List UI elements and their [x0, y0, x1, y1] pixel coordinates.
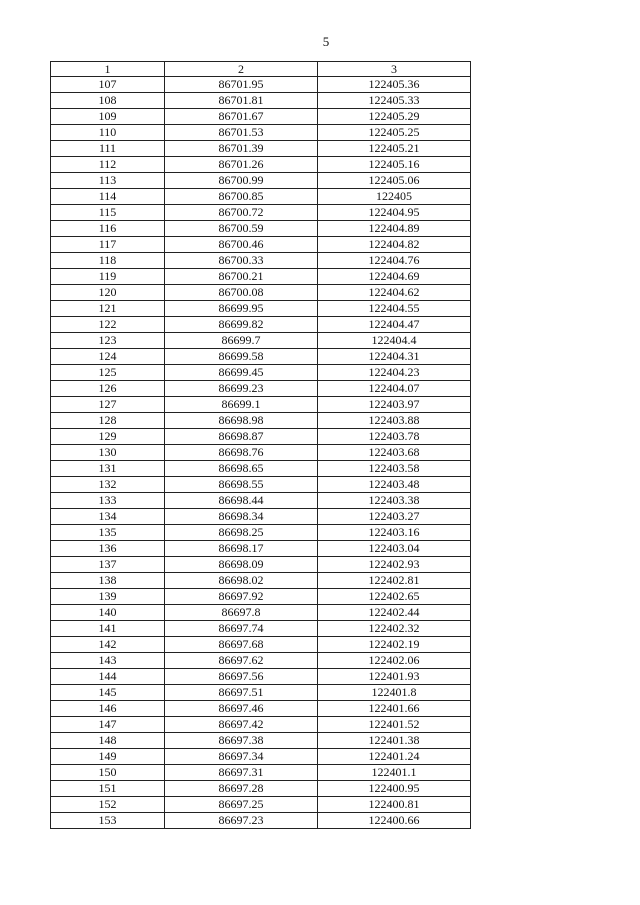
y-coordinate-cell: 122405.06 — [318, 173, 471, 189]
y-coordinate-cell: 122404.89 — [318, 221, 471, 237]
table-row — [51, 125, 471, 141]
x-coordinate-cell: 86697.46 — [165, 701, 318, 717]
y-coordinate-cell: 122403.78 — [318, 429, 471, 445]
y-coordinate-cell: 122405.33 — [318, 93, 471, 109]
point-number-cell: 145 — [51, 685, 165, 701]
table-row — [51, 493, 471, 509]
x-coordinate-cell: 86697.23 — [165, 813, 318, 829]
y-coordinate-cell: 122405.21 — [318, 141, 471, 157]
x-coordinate-cell: 86698.09 — [165, 557, 318, 573]
point-number-cell: 134 — [51, 509, 165, 525]
table-row — [51, 269, 471, 285]
table-row — [51, 509, 471, 525]
table-row — [51, 589, 471, 605]
x-coordinate-cell: 86700.33 — [165, 253, 318, 269]
table-row — [51, 285, 471, 301]
y-coordinate-cell: 122404.4 — [318, 333, 471, 349]
point-number-cell: 108 — [51, 93, 165, 109]
table-row — [51, 381, 471, 397]
y-coordinate-cell: 122402.93 — [318, 557, 471, 573]
x-coordinate-cell: 86699.7 — [165, 333, 318, 349]
x-coordinate-cell: 86697.74 — [165, 621, 318, 637]
point-number-cell: 123 — [51, 333, 165, 349]
table-row — [51, 109, 471, 125]
table-row — [51, 173, 471, 189]
table-row — [51, 573, 471, 589]
point-number-cell: 149 — [51, 749, 165, 765]
y-coordinate-cell: 122400.81 — [318, 797, 471, 813]
table-row — [51, 333, 471, 349]
table-row — [51, 253, 471, 269]
table-row — [51, 477, 471, 493]
x-coordinate-cell: 86700.46 — [165, 237, 318, 253]
x-coordinate-cell: 86698.76 — [165, 445, 318, 461]
y-coordinate-cell: 122404.76 — [318, 253, 471, 269]
y-coordinate-cell: 122403.97 — [318, 397, 471, 413]
x-coordinate-cell: 86699.82 — [165, 317, 318, 333]
point-number-cell: 118 — [51, 253, 165, 269]
y-coordinate-cell: 122401.38 — [318, 733, 471, 749]
y-coordinate-cell: 122401.24 — [318, 749, 471, 765]
column-header-1: 1 — [51, 62, 165, 77]
y-coordinate-cell: 122404.55 — [318, 301, 471, 317]
point-number-cell: 119 — [51, 269, 165, 285]
table-row — [51, 141, 471, 157]
x-coordinate-cell: 86697.38 — [165, 733, 318, 749]
point-number-cell: 132 — [51, 477, 165, 493]
y-coordinate-cell: 122405.16 — [318, 157, 471, 173]
point-number-cell: 138 — [51, 573, 165, 589]
y-coordinate-cell: 122402.65 — [318, 589, 471, 605]
point-number-cell: 148 — [51, 733, 165, 749]
y-coordinate-cell: 122405 — [318, 189, 471, 205]
x-coordinate-cell: 86697.92 — [165, 589, 318, 605]
x-coordinate-cell: 86697.68 — [165, 637, 318, 653]
table-row — [51, 237, 471, 253]
y-coordinate-cell: 122401.66 — [318, 701, 471, 717]
point-number-cell: 122 — [51, 317, 165, 333]
table-row — [51, 733, 471, 749]
table-row — [51, 221, 471, 237]
y-coordinate-cell: 122404.62 — [318, 285, 471, 301]
y-coordinate-cell: 122401.1 — [318, 765, 471, 781]
point-number-cell: 113 — [51, 173, 165, 189]
x-coordinate-cell: 86699.1 — [165, 397, 318, 413]
point-number-cell: 141 — [51, 621, 165, 637]
y-coordinate-cell: 122404.23 — [318, 365, 471, 381]
table-row — [51, 429, 471, 445]
table-row — [51, 701, 471, 717]
table-row — [51, 413, 471, 429]
column-header-3: 3 — [318, 62, 471, 77]
point-number-cell: 150 — [51, 765, 165, 781]
x-coordinate-cell: 86701.53 — [165, 125, 318, 141]
table-row — [51, 653, 471, 669]
x-coordinate-cell: 86697.25 — [165, 797, 318, 813]
y-coordinate-cell: 122404.31 — [318, 349, 471, 365]
x-coordinate-cell: 86698.98 — [165, 413, 318, 429]
point-number-cell: 153 — [51, 813, 165, 829]
table-row — [51, 621, 471, 637]
x-coordinate-cell: 86697.62 — [165, 653, 318, 669]
x-coordinate-cell: 86698.44 — [165, 493, 318, 509]
table-row — [51, 349, 471, 365]
y-coordinate-cell: 122402.19 — [318, 637, 471, 653]
point-number-cell: 131 — [51, 461, 165, 477]
y-coordinate-cell: 122403.38 — [318, 493, 471, 509]
table-row — [51, 93, 471, 109]
point-number-cell: 121 — [51, 301, 165, 317]
x-coordinate-cell: 86700.08 — [165, 285, 318, 301]
x-coordinate-cell: 86700.99 — [165, 173, 318, 189]
table-row — [51, 797, 471, 813]
header-row — [51, 62, 471, 77]
table-row — [51, 77, 471, 93]
table-row — [51, 685, 471, 701]
point-number-cell: 124 — [51, 349, 165, 365]
table-row — [51, 317, 471, 333]
point-number-cell: 143 — [51, 653, 165, 669]
x-coordinate-cell: 86698.65 — [165, 461, 318, 477]
point-number-cell: 107 — [51, 77, 165, 93]
table-row — [51, 205, 471, 221]
table-row — [51, 301, 471, 317]
table-row — [51, 669, 471, 685]
x-coordinate-cell: 86700.85 — [165, 189, 318, 205]
x-coordinate-cell: 86698.87 — [165, 429, 318, 445]
x-coordinate-cell: 86700.59 — [165, 221, 318, 237]
y-coordinate-cell: 122403.04 — [318, 541, 471, 557]
point-number-cell: 117 — [51, 237, 165, 253]
point-number-cell: 127 — [51, 397, 165, 413]
x-coordinate-cell: 86698.02 — [165, 573, 318, 589]
x-coordinate-cell: 86697.51 — [165, 685, 318, 701]
table-row — [51, 397, 471, 413]
point-number-cell: 140 — [51, 605, 165, 621]
point-number-cell: 115 — [51, 205, 165, 221]
y-coordinate-cell: 122404.82 — [318, 237, 471, 253]
x-coordinate-cell: 86697.8 — [165, 605, 318, 621]
point-number-cell: 125 — [51, 365, 165, 381]
x-coordinate-cell: 86701.95 — [165, 77, 318, 93]
x-coordinate-cell: 86701.39 — [165, 141, 318, 157]
point-number-cell: 126 — [51, 381, 165, 397]
point-number-cell: 116 — [51, 221, 165, 237]
y-coordinate-cell: 122402.81 — [318, 573, 471, 589]
page-number: 5 — [322, 34, 330, 49]
x-coordinate-cell: 86697.28 — [165, 781, 318, 797]
x-coordinate-cell: 86698.17 — [165, 541, 318, 557]
y-coordinate-cell: 122402.44 — [318, 605, 471, 621]
table-row — [51, 781, 471, 797]
point-number-cell: 151 — [51, 781, 165, 797]
y-coordinate-cell: 122401.93 — [318, 669, 471, 685]
point-number-cell: 136 — [51, 541, 165, 557]
y-coordinate-cell: 122400.66 — [318, 813, 471, 829]
coordinates-table — [50, 61, 471, 829]
table-row — [51, 365, 471, 381]
table-header — [51, 62, 471, 77]
x-coordinate-cell: 86701.26 — [165, 157, 318, 173]
table-row — [51, 813, 471, 829]
table-row — [51, 557, 471, 573]
point-number-cell: 152 — [51, 797, 165, 813]
x-coordinate-cell: 86698.55 — [165, 477, 318, 493]
y-coordinate-cell: 122403.58 — [318, 461, 471, 477]
table-row — [51, 637, 471, 653]
point-number-cell: 142 — [51, 637, 165, 653]
x-coordinate-cell: 86699.45 — [165, 365, 318, 381]
y-coordinate-cell: 122401.8 — [318, 685, 471, 701]
y-coordinate-cell: 122405.36 — [318, 77, 471, 93]
x-coordinate-cell: 86700.72 — [165, 205, 318, 221]
x-coordinate-cell: 86698.25 — [165, 525, 318, 541]
table-row — [51, 749, 471, 765]
x-coordinate-cell: 86697.31 — [165, 765, 318, 781]
y-coordinate-cell: 122403.68 — [318, 445, 471, 461]
table-row — [51, 717, 471, 733]
y-coordinate-cell: 122405.25 — [318, 125, 471, 141]
x-coordinate-cell: 86700.21 — [165, 269, 318, 285]
y-coordinate-cell: 122403.88 — [318, 413, 471, 429]
x-coordinate-cell: 86697.56 — [165, 669, 318, 685]
x-coordinate-cell: 86697.34 — [165, 749, 318, 765]
point-number-cell: 137 — [51, 557, 165, 573]
y-coordinate-cell: 122403.48 — [318, 477, 471, 493]
column-header-2: 2 — [165, 62, 318, 77]
table-row — [51, 541, 471, 557]
x-coordinate-cell: 86698.34 — [165, 509, 318, 525]
table-row — [51, 765, 471, 781]
point-number-cell: 130 — [51, 445, 165, 461]
x-coordinate-cell: 86701.67 — [165, 109, 318, 125]
point-number-cell: 139 — [51, 589, 165, 605]
y-coordinate-cell: 122404.07 — [318, 381, 471, 397]
point-number-cell: 120 — [51, 285, 165, 301]
y-coordinate-cell: 122404.69 — [318, 269, 471, 285]
y-coordinate-cell: 122404.47 — [318, 317, 471, 333]
table-row — [51, 461, 471, 477]
table-body — [51, 77, 471, 829]
point-number-cell: 114 — [51, 189, 165, 205]
point-number-cell: 110 — [51, 125, 165, 141]
point-number-cell: 146 — [51, 701, 165, 717]
point-number-cell: 109 — [51, 109, 165, 125]
table-row — [51, 445, 471, 461]
point-number-cell: 129 — [51, 429, 165, 445]
x-coordinate-cell: 86699.95 — [165, 301, 318, 317]
table-row — [51, 157, 471, 173]
table-row — [51, 525, 471, 541]
x-coordinate-cell: 86699.58 — [165, 349, 318, 365]
x-coordinate-cell: 86697.42 — [165, 717, 318, 733]
y-coordinate-cell: 122400.95 — [318, 781, 471, 797]
x-coordinate-cell: 86701.81 — [165, 93, 318, 109]
y-coordinate-cell: 122403.16 — [318, 525, 471, 541]
table-row — [51, 605, 471, 621]
table-row — [51, 189, 471, 205]
point-number-cell: 144 — [51, 669, 165, 685]
y-coordinate-cell: 122404.95 — [318, 205, 471, 221]
point-number-cell: 112 — [51, 157, 165, 173]
point-number-cell: 133 — [51, 493, 165, 509]
y-coordinate-cell: 122403.27 — [318, 509, 471, 525]
point-number-cell: 135 — [51, 525, 165, 541]
point-number-cell: 111 — [51, 141, 165, 157]
point-number-cell: 147 — [51, 717, 165, 733]
point-number-cell: 128 — [51, 413, 165, 429]
y-coordinate-cell: 122402.32 — [318, 621, 471, 637]
y-coordinate-cell: 122401.52 — [318, 717, 471, 733]
y-coordinate-cell: 122402.06 — [318, 653, 471, 669]
x-coordinate-cell: 86699.23 — [165, 381, 318, 397]
y-coordinate-cell: 122405.29 — [318, 109, 471, 125]
